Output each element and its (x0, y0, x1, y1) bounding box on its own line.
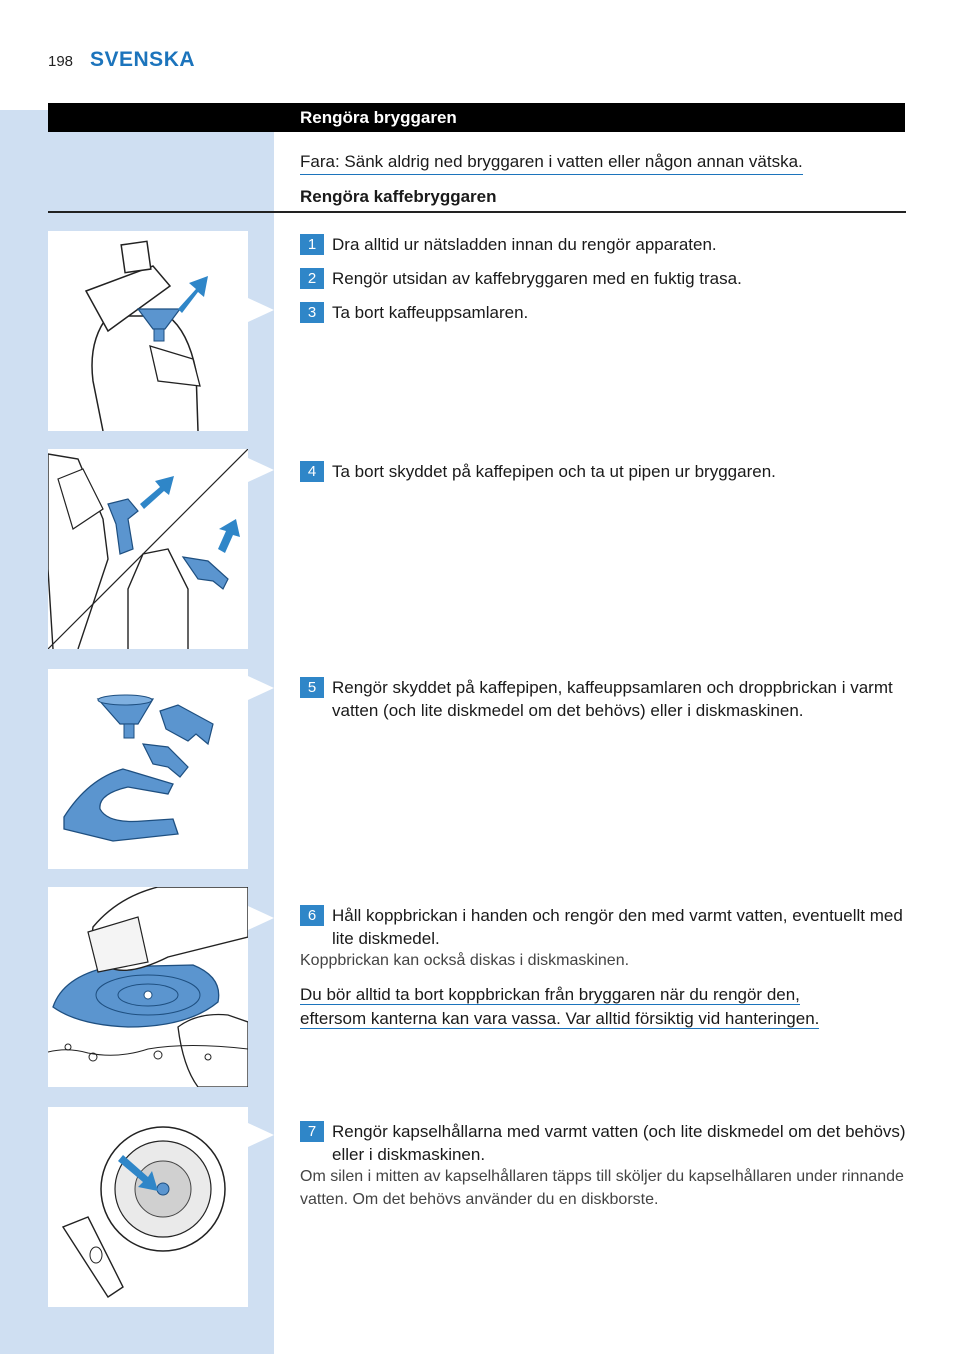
note-pod-holder: Om silen i mitten av kapselhållaren täpps till sköljer du kapselhållaren under rinnande vatten. Om det behövs använder du en diskborste. (300, 1168, 904, 1208)
illustration-pointer (248, 676, 274, 700)
step-6 (300, 904, 915, 950)
caution-line: eftersom kanterna kan vara vassa. Var alltid försiktig vid hanteringen. (300, 1009, 820, 1028)
illustration-pointer (248, 298, 274, 322)
step-number-badge: 2 (300, 268, 324, 289)
step-number-badge: 5 (300, 677, 324, 698)
step-2 (300, 267, 915, 290)
step-text: Rengör skyddet på kaffepipen, kaffeuppsamlaren och droppbrickan i varmt vatten (och lite diskmedel om det behövs) eller i diskmaskinen. (332, 678, 893, 720)
illustration-pointer (248, 1123, 274, 1147)
step-4 (300, 460, 915, 483)
step-number-badge: 1 (300, 234, 324, 255)
page-number: 198 (48, 53, 74, 70)
illustration-pointer (248, 906, 274, 930)
section-header-bar (48, 103, 905, 132)
step-text: Rengör kapselhållarna med varmt vatten (och lite diskmedel om det behövs) eller i diskmaskinen. (332, 1122, 906, 1164)
illustration-remove-coffee-collector (48, 231, 248, 431)
step-text: Håll koppbrickan i handen och rengör den med varmt vatten, eventuellt med lite diskmedel. (332, 906, 903, 948)
heading-rule (48, 211, 906, 213)
illustration-parts-washing (48, 669, 248, 869)
step-number-badge: 4 (300, 461, 324, 482)
step-text: Ta bort kaffeuppsamlaren. (332, 303, 529, 322)
note-dishwasher: Koppbrickan kan också diskas i diskmaskinen. (300, 952, 630, 969)
illustration-pointer (248, 458, 274, 482)
illustration-clean-cup-tray (48, 887, 248, 1087)
step-text: Ta bort skyddet på kaffepipen och ta ut pipen ur bryggaren. (332, 462, 776, 481)
caution-sharp-edges (300, 983, 920, 1031)
illustration-pod-holder (48, 1107, 248, 1307)
language-heading: SVENSKA (90, 48, 196, 71)
step-3 (300, 301, 915, 324)
illustration-remove-spout (48, 449, 248, 649)
subheading: Rengöra kaffebryggaren (300, 187, 497, 206)
danger-warning: Fara: Sänk aldrig ned bryggaren i vatten eller någon annan vätska. (300, 152, 803, 175)
step-number-badge: 3 (300, 302, 324, 323)
step-text: Rengör utsidan av kaffebryggaren med en fuktig trasa. (332, 269, 742, 288)
step-1 (300, 233, 915, 256)
section-title: Rengöra bryggaren (300, 108, 457, 127)
step-text: Dra alltid ur nätsladden innan du rengör apparaten. (332, 235, 717, 254)
step-number-badge: 7 (300, 1121, 324, 1142)
caution-line: Du bör alltid ta bort koppbrickan från bryggaren när du rengör den, (300, 985, 800, 1004)
step-number-badge: 6 (300, 905, 324, 926)
step-7 (300, 1120, 915, 1166)
step-5 (300, 676, 915, 722)
